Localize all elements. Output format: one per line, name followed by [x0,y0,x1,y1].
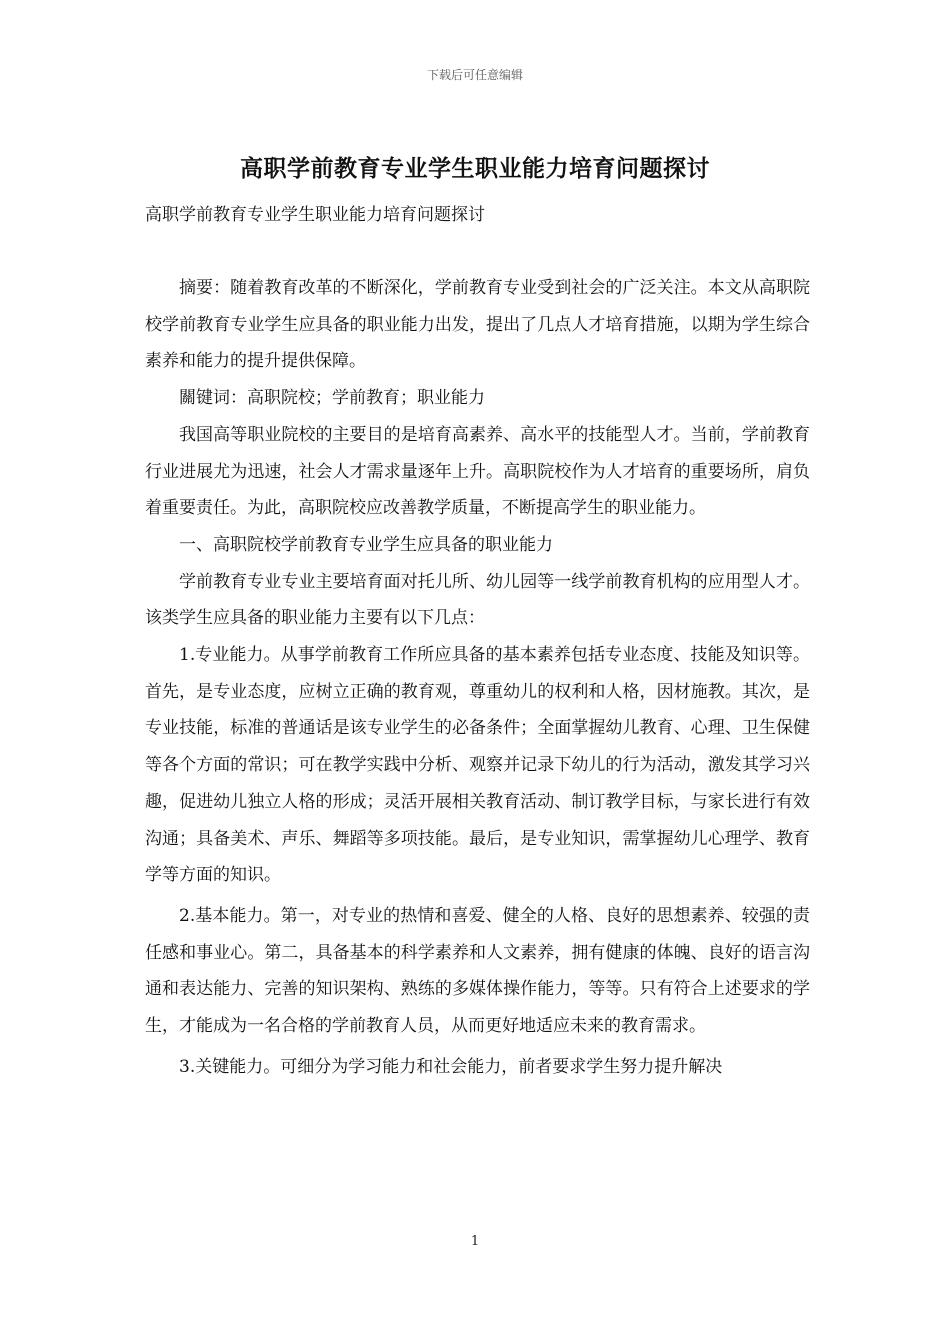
section-intro-paragraph: 学前教育专业专业主要培育面对托儿所、幼儿园等一线学前教育机构的应用型人才。该类学生应具备的职业能力主要有以下几点： [145,571,810,629]
keywords-paragraph: 關键词：高职院校；学前教育；职业能力 [179,388,485,409]
intro-paragraph: 我国高等职业院校的主要目的是培育高素养、高水平的技能型人才。当前，学前教育行业进展尤为迅速，社会人才需求量逐年上升。高职院校作为人才培育的重要场所，肩负着重要责任。为此，高职院校应改善教学质量，不断提高学生的职业能力。 [145,424,810,519]
document-body [145,270,810,1085]
document-subtitle: 高职学前教育专业学生职业能力培育问题探讨 [145,205,485,225]
list-item-key-ability: 3.关键能力。可细分为学习能力和社会能力，前者要求学生努力提升解决 [179,1056,723,1077]
list-item-professional-ability: 1.专业能力。从事学前教育工作所应具备的基本素养包括专业态度、技能及知识等。首先，是专业态度，应树立正确的教育观，尊重幼儿的权利和人格，因材施教。其次，是专业技能，标准的普通话是该专业学生的必备条件；全面掌握幼儿教育、心理、卫生保健等各个方面的常识；可在教学实践中分析、观察并记录下幼儿的行为活动，激发其学习兴趣，促进幼儿独立人格的形成；灵活开展相关教育活动、制订教学目标，与家长进行有效沟通；具备美术、声乐、舞蹈等多项技能。最后，是专业知识，需掌握幼儿心理学、教育学等方面的知识。 [145,645,810,886]
section-heading: 一、高职院校学前教育专业学生应具备的职业能力 [179,534,553,555]
page-number: 1 [470,1234,480,1249]
list-item-basic-ability: 2.基本能力。第一，对专业的热情和喜爱、健全的人格、良好的思想素养、较强的责任感和事业心。第二，具备基本的科学素养和人文素养，拥有健康的体魄、良好的语言沟通和表达能力、完善的知识架构、熟练的多媒体操作能力，等等。只有符合上述要求的学生，才能成为一名合格的学前教育人员，从而更好地适应未来的教育需求。 [145,905,810,1037]
abstract-paragraph: 摘要：随着教育改革的不断深化，学前教育专业受到社会的广泛关注。本文从高职院校学前教育专业学生应具备的职业能力出发，提出了几点人才培育措施，以期为学生综合素养和能力的提升提供保障。 [145,278,810,372]
page-header: 下载后可任意编辑 [426,68,523,82]
document-title: 高职学前教育专业学生职业能力培育问题探讨 [240,156,710,182]
